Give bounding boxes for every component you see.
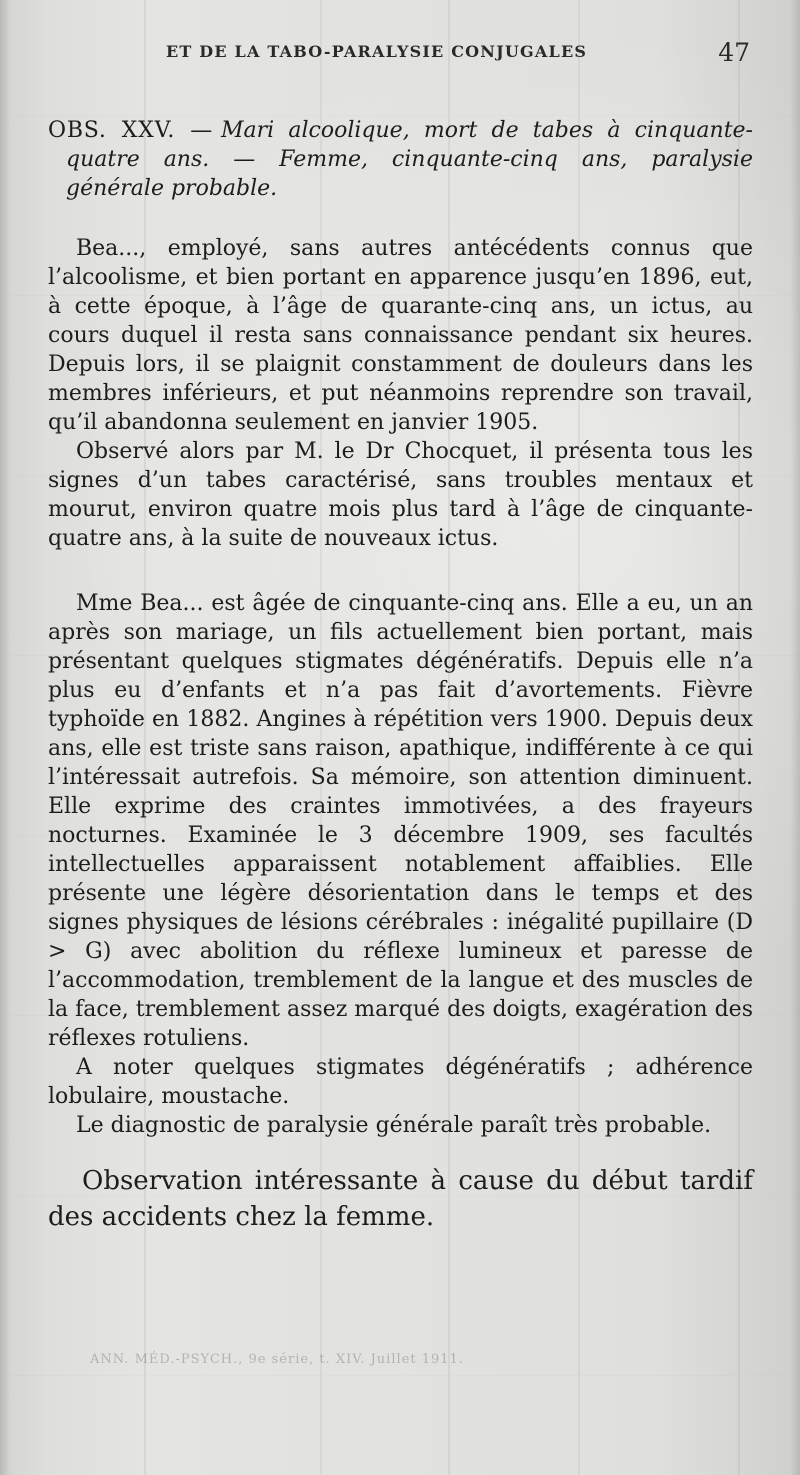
left-page-shadow [0,0,10,1475]
running-header-title: ET DE LA TABO-PARALYSIE CONJUGALES [166,42,588,61]
paragraph-1: Bea..., employé, sans autres antécédents connus que l’alcoolisme, et bien portant en apparence jusqu’en 1896, eut, à cette époque, à l’âge de quarante-cinq ans, un ictus, au cours duquel il resta sans connaissance pendant six heures. Depuis lors, il se plaignit constamment de douleurs dans les membres inférieurs, et put néanmoins reprendre son travail, qu’il abandonna seulement en janvier 1905. [48,236,753,435]
paragraph-5: Le diagnostic de paralysie générale paraît très probable. [76,1113,712,1138]
paragraph-3: Mme Bea... est âgée de cinquante-cinq ans. Elle a eu, un an après son mariage, un fils actuellement bien portant, mais présentant quelques stigmates dégénératifs. Depuis elle n’a plus eu d’enfants et n’a pas fait d’avortements. Fièvre typhoïde en 1882. Angines à répétition vers 1900. Depuis deux ans, elle est triste sans raison, apathique, indifférente à ce qui l’intéressait autrefois. Sa mémoire, son attention diminuent. Elle exprime des craintes immotivées, a des frayeurs nocturnes. Examinée le 3 décembre 1909, ses facultés intellectuelles apparaissent notablement affaiblies. Elle présente une légère désorientation dans le temps et des signes physiques de lésions cérébrales : inégalité pupillaire (D > G) avec abolition du réflexe lumineux et paresse de l’accommodation, tremblement de la langue et des muscles de la face, tremblement assez marqué des doigts, exagération des réflexes rotuliens. [48,591,753,1051]
footer-reference: ANN. MÉD.-PSYCH., 9e série, t. XIV. Juillet 1911. [90,1352,464,1367]
observation-label: OBS. XXV. — [48,118,214,143]
page-header [0,38,800,72]
right-page-shadow [790,0,800,1475]
paragraph-4: A noter quelques stigmates dégénératifs ; adhérence lobulaire, moustache. [48,1055,753,1109]
conclusion-paragraph: Observation intéressante à cause du début tardif des accidents chez la femme. [48,1166,753,1232]
observation-body-part-1 [48,234,753,553]
paragraph-2: Observé alors par M. le Dr Chocquet, il présenta tous les signes d’un tabes caractérisé, sans troubles mentaux et mourut, environ quatre mois plus tard à l’âge de cinquante-quatre ans, à la suite de nouveaux ictus. [48,439,753,551]
page-number: 47 [718,38,750,67]
observation-heading [48,116,753,203]
observation-heading-text: Mari alcoolique, mort de tabes à cinquante-quatre ans. — Femme, cinquante-cinq ans, paralysie générale probable. [66,118,753,201]
observation-body-part-2 [48,589,753,1140]
